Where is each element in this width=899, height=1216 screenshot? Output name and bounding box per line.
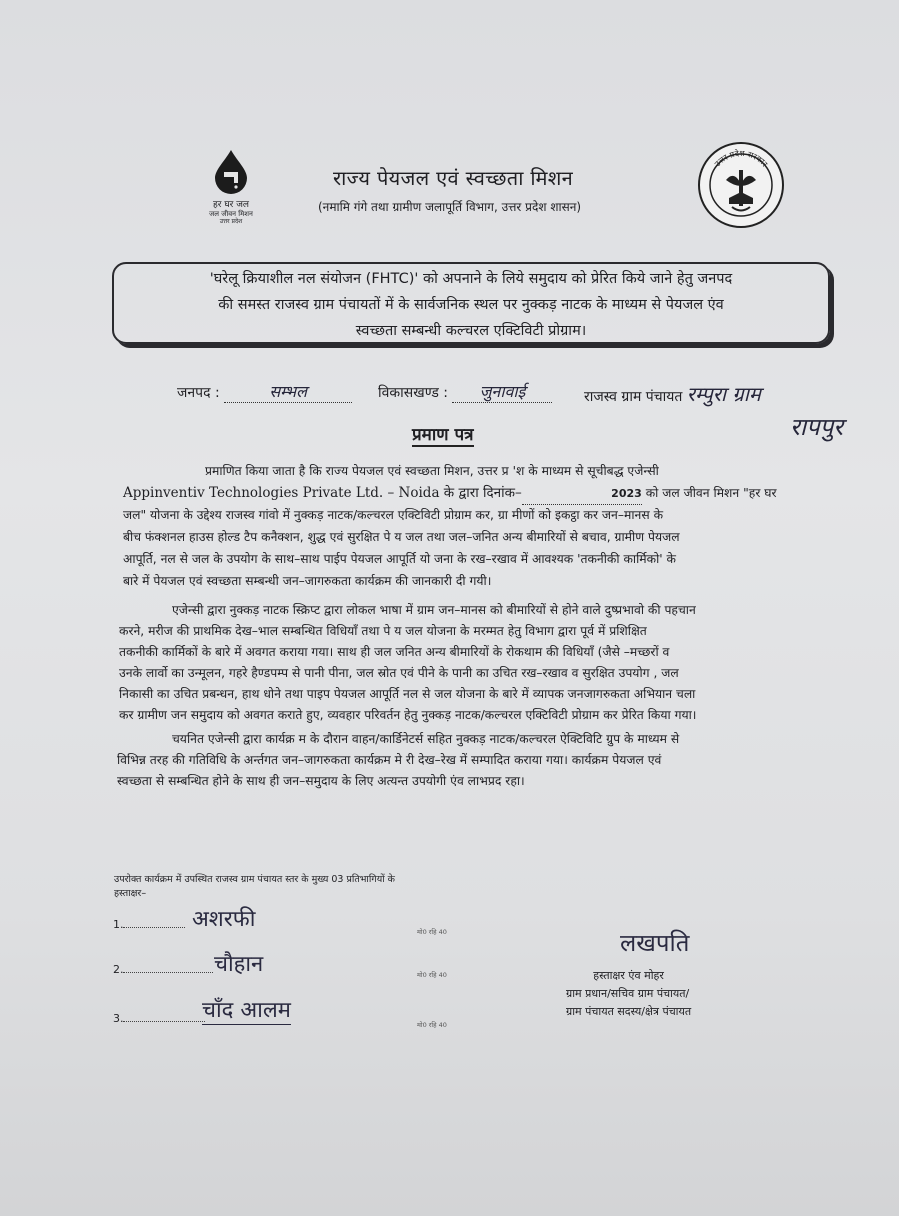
signature-3: चाँद आलम: [202, 994, 291, 1025]
para2-line1: एजेन्सी द्वारा नुक्कड़ नाटक स्क्रिप्ट द्वारा लोकल भाषा में ग्राम जन–मानस को बीमारियों से होने वाले दुष्प्रभावो की पहचान: [172, 603, 696, 617]
authority-block: [566, 967, 691, 1021]
vikas-field: [378, 380, 552, 403]
agency-name-text: Appinventiv Technologies Private Ltd. – Noida के द्वारा दिनांक–: [123, 485, 522, 501]
water-drop-icon: [212, 148, 250, 194]
banner-line-3: स्वच्छता सम्बन्धी कल्चरल एक्टिविटी प्रोग्राम।: [355, 323, 587, 339]
program-banner: [112, 262, 830, 344]
signature-row-1: 1.: [113, 918, 185, 931]
authority-line-2: ग्राम पंचायत सदस्य/क्षेत्र पंचायत: [566, 1005, 692, 1018]
para3-line3: स्वच्छता से सम्बन्धित होने के साथ ही जन–समुदाय के लिए अत्यन्त उपयोगी एंव लाभप्रद रहा।: [117, 774, 525, 788]
pradhan-signature: लखपति: [620, 929, 690, 957]
banner-line-1: 'घरेलू क्रियाशील नल संयोजन (FHTC)' को अपनाने के लिये समुदाय को प्रेरित किये जाने हेतु जनपद: [209, 271, 733, 287]
logo-line-2: जल जीवन मिशन: [209, 210, 253, 218]
para2-line4: उनके लार्वो का उन्मूलन, गहरे हैण्डपम्प से पानी पीना, जल स्रोत एवं पीने के पानी का उचित रख–रखाव व सुरक्षित उपयोग , जल: [119, 666, 679, 680]
logo-line-3: उत्तर प्रदेश: [219, 218, 243, 225]
signature-1-label: मो0 रहि 40: [417, 928, 447, 936]
signature-row-3: 3.: [113, 1012, 205, 1025]
mission-ref-text: को जल जीवन मिशन "हर घर: [645, 486, 777, 500]
signature-caption-line1: उपरोक्त कार्यक्रम में उपस्थित राजस्व ग्राम पंचायत स्तर के मुख्य 03 प्रतिभागियों के: [114, 874, 395, 885]
signature-row-2: 2.: [113, 963, 213, 976]
mission-title: राज्य पेयजल एवं स्वच्छता मिशन: [333, 166, 574, 190]
para2-line3: तकनीकी कार्मिकों के बारे में अवगत कराया गया। साथ ही जल जनित अन्य बीमारियों के रोकथाम की विधियाँ (जैसे –मच्छरों व: [119, 645, 670, 659]
para1-line2: [123, 483, 843, 505]
para1-line1: प्रमाणित किया जाता है कि राज्य पेयजल एवं स्वच्छता मिशन, उत्तर प्र 'श के माध्यम से सूचीबद्ध एजेन्सी: [205, 464, 659, 478]
para1-line6: बारे में पेयजल एवं स्वच्छता सम्बन्धी जन–जागरुकता कार्यक्रम की जानकारी दी गयी।: [123, 574, 492, 588]
emblem-text: उत्तर प्रदेश सरकार: [712, 148, 770, 169]
janpad-value: सम्भल: [269, 382, 308, 401]
mission-subtitle: (नमामि गंगे तथा ग्रामीण जलापूर्ति विभाग, उत्तर प्रदेश शासन): [318, 200, 582, 214]
para3-line2: विभिन्न तरह की गतिविधि के अर्न्तगत जन–जागरुकता कार्यक्रम मे री देख–रेख में सम्पादित कराया गया। कार्यक्रम पेयजल एवं: [117, 753, 662, 767]
logo-line-1: हर घर जल: [213, 200, 249, 210]
har-ghar-jal-logo: [196, 148, 266, 225]
vikas-value: जुनावाई: [479, 382, 526, 401]
signature-1: अशरफी: [192, 907, 256, 932]
janpad-label: जनपद :: [177, 385, 220, 401]
para2-line2: करने, मरीज की प्राथमिक देख–भाल सम्बन्धित विधियाँ तथा पे य जल योजना के मरम्मत हेतु विभाग द्वारा पूर्व में प्रशिक्षित: [119, 624, 647, 638]
signature-2: चौहान: [214, 952, 264, 977]
gram-value: रम्पुरा ग्राम: [686, 382, 761, 406]
signature-caption: [114, 873, 534, 901]
vikas-label: विकासखण्ड :: [378, 385, 449, 401]
signature-2-label: मो0 रहि 40: [417, 971, 447, 979]
para2-line6: कर ग्रामीण जन समुदाय को अवगत कराते हुए, व्यवहार परिवर्तन हेतु नुक्कड़ नाटक/कल्चरल एक्टिविटी प्रोग्राम कर प्रेरित किया गया।: [119, 708, 697, 722]
up-government-emblem-icon: [696, 140, 786, 230]
gram-value-2: रापपुर: [790, 413, 844, 441]
para2-line5: निकासी का उचित प्रबन्धन, हाथ धोने तथा पाइप पेयजल आपूर्ति नल से जल योजना के बारे में व्यापक जनजागरुकता अभियान चला: [119, 687, 696, 701]
janpad-field: [177, 380, 352, 403]
para1-line4: बीच फंक्शनल हाउस होल्ड टैप कनैक्शन, शुद्ध एवं सुरक्षित पे य जल तथा जल–जनित अन्य बीमारियों से बचाव, ग्रामीण पेयजल: [123, 530, 680, 544]
sign-and-seal-label: हस्ताक्षर एंव मोहर: [593, 969, 664, 982]
certificate-heading: प्रमाण पत्र: [412, 422, 474, 447]
gram-field: [584, 380, 761, 407]
authority-line-1: ग्राम प्रधान/सचिव ग्राम पंचायत/: [566, 987, 690, 1000]
banner-line-2: की समस्त राजस्व ग्राम पंचायतों में के सार्वजनिक स्थल पर नुक्कड़ नाटक के माध्यम से पेयजल एंव: [218, 297, 724, 313]
para1-line3: जल" योजना के उद्देश्य राजस्व गांवो में नुक्कड़ नाटक/कल्चरल एक्टिविटी प्रोग्राम कर, ग्रा मीणों को इकट्ठा कर जन–मानस के: [123, 508, 664, 522]
date-value: 2023: [522, 483, 642, 505]
signature-caption-line2: हस्ताक्षर–: [114, 888, 147, 899]
para1-line5: आपूर्ति, नल से जल के उपयोग के साथ–साथ पाईप पेयजल आपूर्ति यो जना के रख–रखाव में आवश्यक 'तकनीकी कार्मिको' के: [123, 552, 676, 566]
para3-line1: चयनित एजेन्सी द्वारा कार्यक्र म के दौरान वाहन/कार्डिनेटर्स सहित नुक्कड़ नाटक/कल्चरल ऐक्टिविटि ग्रुप के माध्यम से: [172, 732, 680, 746]
gram-label: राजस्व ग्राम पंचायत: [584, 389, 683, 405]
signature-3-label: मो0 रहि 40: [417, 1021, 447, 1029]
